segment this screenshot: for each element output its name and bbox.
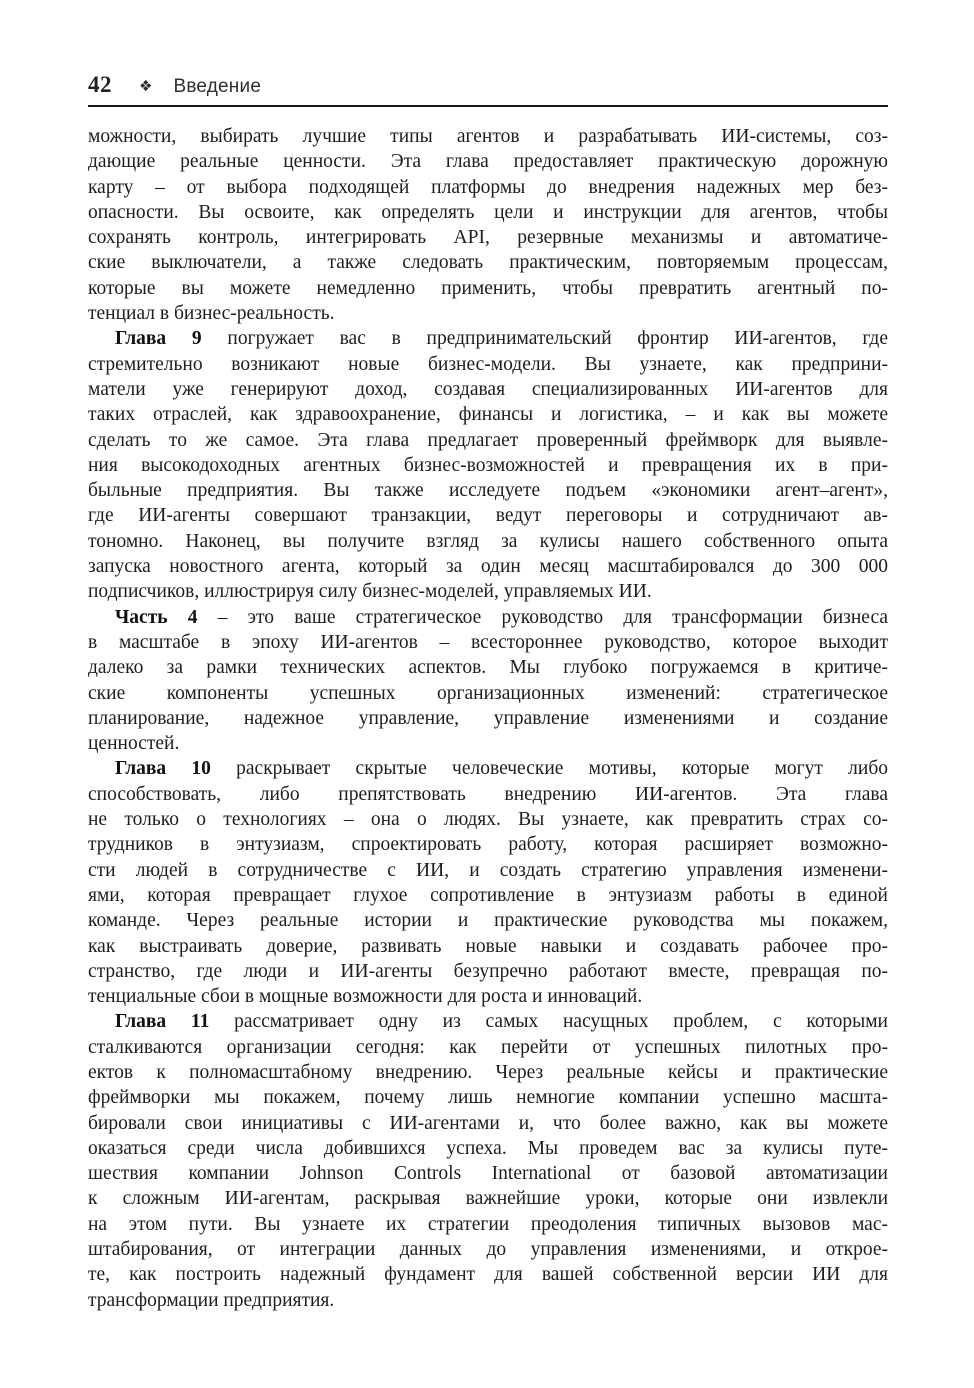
text-line: фреймворки мы покажем, почему лишь немногие компании успешно масшта- <box>88 1087 888 1109</box>
page-number: 42 <box>88 72 112 97</box>
text-line: стремительно возникают новые бизнес-модели. Вы узнаете, как предприни- <box>88 353 888 375</box>
paragraph-lead: Глава 9 <box>115 328 202 350</box>
text-line: карту – от выбора подходящей платформы до внедрения надежных мер без- <box>88 176 888 198</box>
paragraph <box>88 1009 888 1313</box>
text-line: планирование, надежное управление, управление изменениями и создание <box>88 707 888 729</box>
header-rule <box>88 105 888 107</box>
text-line: тенциал в бизнес-реальность. <box>88 303 335 325</box>
text-line: Глава 9 погружает вас в предпринимательский фронтир ИИ-агентов, где <box>115 328 888 350</box>
text-line: в масштабе в эпоху ИИ-агентов – всестороннее руководство, которое выходит <box>88 631 888 653</box>
text-line: трудников в энтузиазм, спроектировать работу, которая расширяет возможно- <box>88 834 888 856</box>
paragraph <box>88 124 888 326</box>
text-line: ские компоненты успешных организационных изменений: стратегическое <box>88 682 888 704</box>
text-line: ния высокодоходных агентных бизнес-возможностей и превращения их в при- <box>88 454 888 476</box>
text-line: сохранять контроль, интегрировать API, резервные механизмы и автоматиче- <box>88 227 888 249</box>
text-line: трансформации предприятия. <box>88 1289 335 1311</box>
text-line: которые вы можете немедленно применить, чтобы превратить агентный по- <box>88 277 888 299</box>
text-line: запуска новостного агента, который за один месяц масштабировался до 300 000 <box>88 556 888 578</box>
text-line: ценностей. <box>88 733 180 755</box>
text-line: сделать то же самое. Эта глава предлагает проверенный фреймворк для выявле- <box>88 429 888 451</box>
text-line: на этом пути. Вы узнаете их стратегии преодоления типичных вызовов мас- <box>88 1213 888 1235</box>
text-line: странство, где люди и ИИ-агенты безупречно работают вместе, превращая по- <box>88 960 888 982</box>
text-line: Глава 10 раскрывает скрытые человеческие мотивы, которые могут либо <box>115 758 889 780</box>
page-header <box>88 72 888 98</box>
text-line: не только о технологиях – она о людях. Вы узнаете, как превратить страх со- <box>88 809 888 831</box>
text-line: Часть 4 – это ваше стратегическое руководство для трансформации бизнеса <box>115 606 888 628</box>
paragraph <box>88 326 888 604</box>
text-line: шествия компании Johnson Controls International от базовой автоматизации <box>88 1163 888 1185</box>
text-line: тенциальные сбои в мощные возможности для роста и инноваций. <box>88 986 643 1008</box>
text-line: можности, выбирать лучшие типы агентов и разрабатывать ИИ-системы, соз- <box>88 126 888 147</box>
text-line: ями, которая превращает глухое сопротивление в энтузиазм работы в единой <box>88 884 888 906</box>
text-line: штабирования, от интеграции данных до управления изменениями, и открое- <box>88 1239 888 1261</box>
text-line: далеко за рамки технических аспектов. Мы глубоко погружаемся в критиче- <box>88 657 888 679</box>
section-marker-icon: ❖ <box>139 79 153 95</box>
text-line: где ИИ-агенты совершают транзакции, ведут переговоры и сотрудничают ав- <box>88 505 888 527</box>
text-line: дающие реальные ценности. Эта глава предоставляет практическую дорожную <box>88 151 888 173</box>
paragraph-lead: Глава 10 <box>115 758 211 780</box>
text-line: матели уже генерируют доход, создавая специализированных ИИ-агентов для <box>88 378 888 400</box>
paragraph <box>88 605 888 757</box>
running-title: Введение <box>173 76 262 97</box>
text-line: опасности. Вы освоите, как определять цели и инструкции для агентов, чтобы <box>88 201 888 223</box>
text-line: сталкиваются организации сегодня: как перейти от успешных пилотных про- <box>88 1036 888 1058</box>
text-line: как выстраивать доверие, развивать новые навыки и создавать рабочее про- <box>88 935 888 957</box>
paragraph-lead: Глава 11 <box>115 1011 210 1033</box>
text-line: бировали свои инициативы с ИИ-агентами и, что более важно, как вы можете <box>88 1112 888 1134</box>
text-line: ские выключатели, а также следовать практическим, повторяемым процессам, <box>88 252 888 274</box>
text-line: к сложным ИИ-агентам, раскрывая важнейшие уроки, которые они извлекли <box>88 1188 888 1210</box>
text-line: тономно. Наконец, вы получите взгляд за кулисы нашего собственного опыта <box>88 530 888 552</box>
text-line: таких отраслей, как здравоохранение, финансы и логистика, – и как вы можете <box>88 404 888 426</box>
text-line: Глава 11 рассматривает одну из самых насущных проблем, с которыми <box>115 1011 888 1033</box>
text-line: команде. Через реальные истории и практические руководства мы покажем, <box>88 910 888 932</box>
paragraph <box>88 756 888 1009</box>
text-line: способствовать, либо препятствовать внедрению ИИ-агентов. Эта глава <box>88 783 888 805</box>
page-body <box>88 124 888 1313</box>
text-line: подписчиков, иллюстрируя силу бизнес-моделей, управляемых ИИ. <box>88 581 652 603</box>
text-line: те, как построить надежный фундамент для вашей собственной версии ИИ для <box>88 1264 888 1286</box>
text-line: быльные предприятия. Вы также исследуете подъем «экономики агент–агент», <box>88 480 888 502</box>
text-line: ектов к полномасштабному внедрению. Через реальные кейсы и практические <box>88 1061 888 1083</box>
text-line: оказаться среди числа добившихся успеха. Мы проведем вас за кулисы путе- <box>88 1137 888 1159</box>
paragraph-lead: Часть 4 <box>115 606 198 628</box>
text-line: сти людей в сотрудничестве с ИИ, и создать стратегию управления изменени- <box>88 859 888 881</box>
